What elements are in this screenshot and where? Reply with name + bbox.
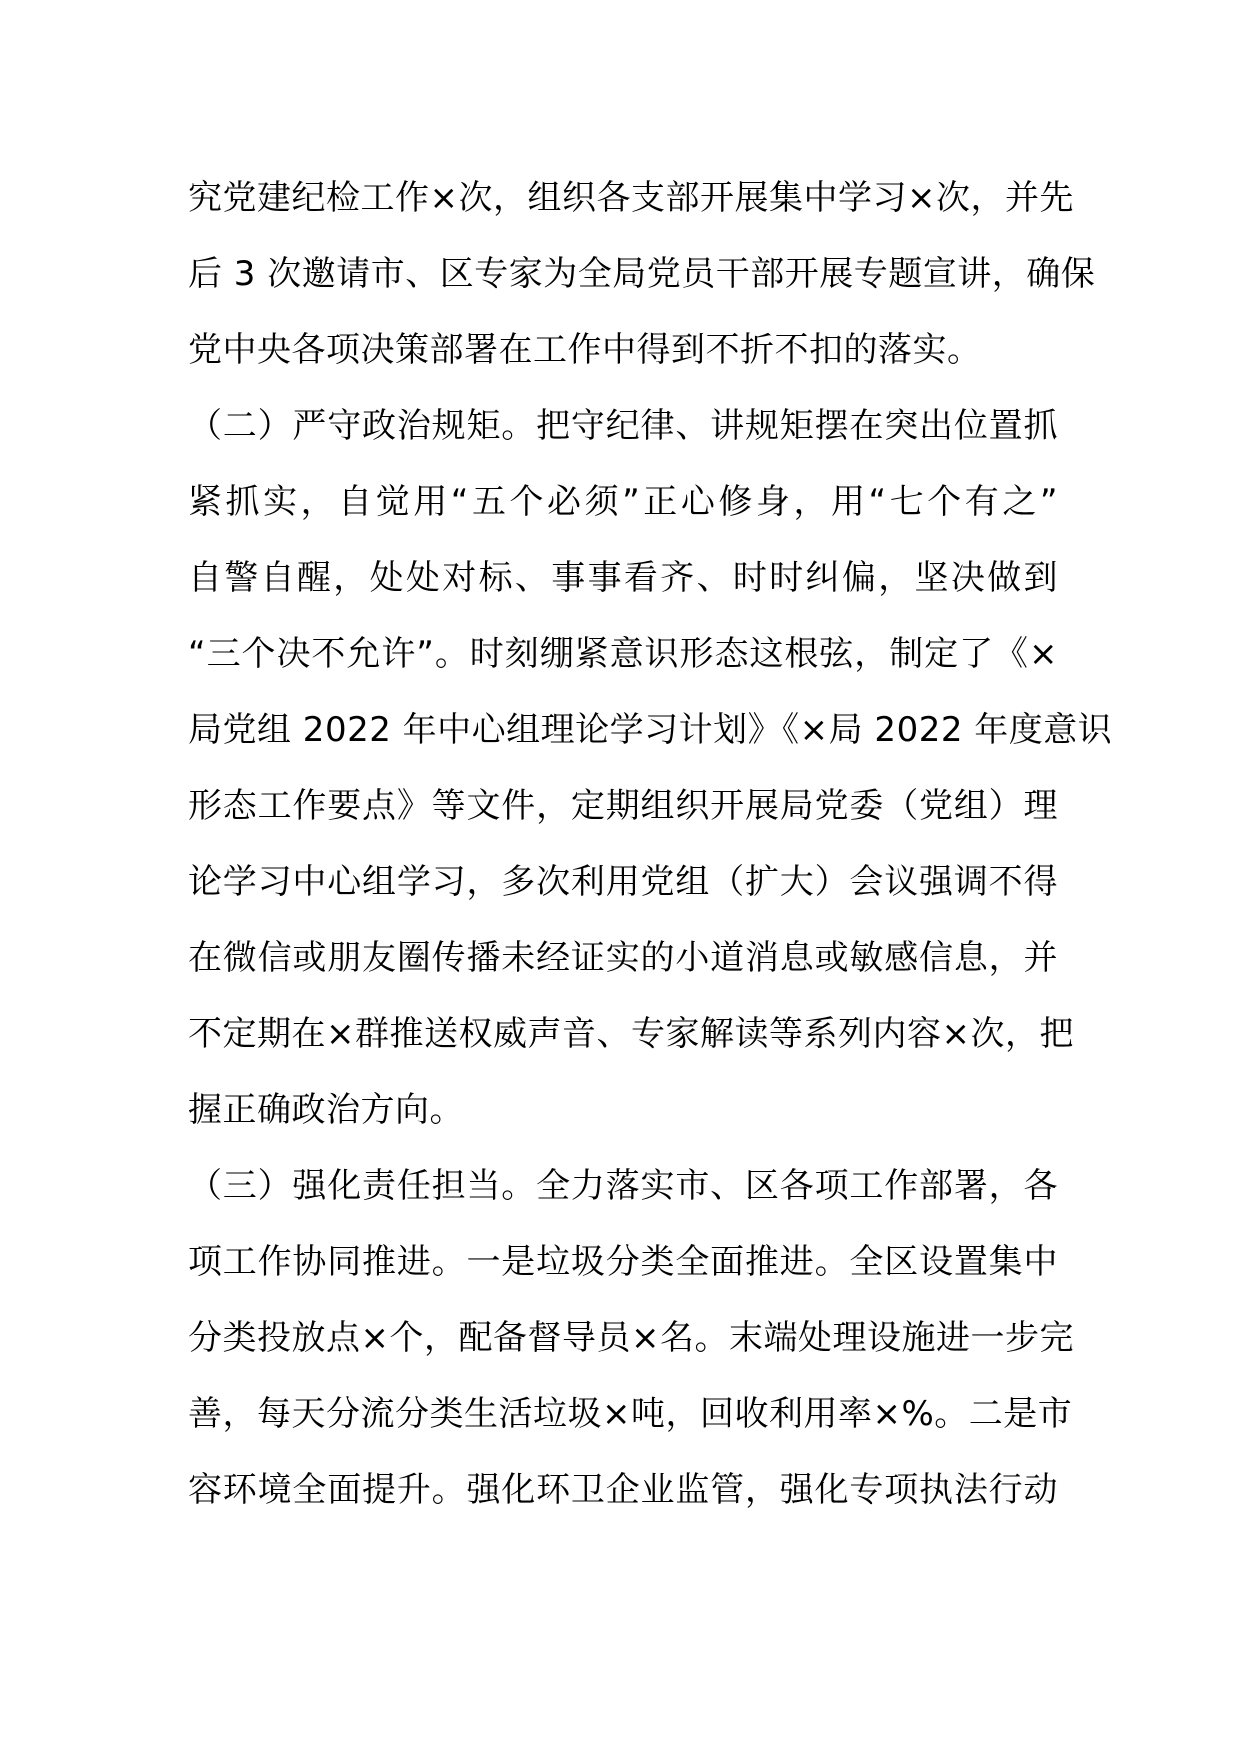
text-line: 不定期在×群推送权威声音、专家解读等系列内容×次，把 — [188, 1014, 1074, 1054]
text-line: 局党组 2022 年中心组理论学习计划》《×局 2022 年度意识 — [188, 710, 1113, 750]
paragraph-2 — [188, 388, 1113, 1148]
document-body — [188, 160, 1113, 1528]
text-line: 项工作协同推进。一是垃圾分类全面推进。全区设置集中 — [188, 1242, 1058, 1282]
text-line: 自警自醒，处处对标、事事看齐、时时纠偏，坚决做到 — [188, 558, 1058, 598]
text-line: 究党建纪检工作×次，组织各支部开展集中学习×次，并先 — [188, 178, 1074, 218]
text-line: 握正确政治方向。 — [188, 1090, 464, 1130]
text-line: 党中央各项决策部署在工作中得到不折不扣的落实。 — [188, 330, 982, 370]
text-line: （二）严守政治规矩。把守纪律、讲规矩摆在突出位置抓 — [188, 406, 1058, 446]
text-line: 形态工作要点》等文件，定期组织开展局党委（党组）理 — [188, 786, 1058, 826]
text-line: （三）强化责任担当。全力落实市、区各项工作部署，各 — [188, 1166, 1058, 1206]
text-line: 后 3 次邀请市、区专家为全局党员干部开展专题宣讲，确保 — [188, 254, 1096, 294]
text-line: 紧抓实，自觉用“五个必须”正心修身，用“七个有之” — [188, 482, 1058, 522]
text-line: 善，每天分流分类生活垃圾×吨，回收利用率×%。二是市 — [188, 1394, 1073, 1434]
text-line: 在微信或朋友圈传播未经证实的小道消息或敏感信息，并 — [188, 938, 1058, 978]
text-line: 容环境全面提升。强化环卫企业监管，强化专项执法行动 — [188, 1470, 1058, 1510]
text-line: “三个决不允许”。时刻绷紧意识形态这根弦，制定了《× — [188, 634, 1058, 674]
paragraph-1 — [188, 160, 1096, 388]
paragraph-3 — [188, 1148, 1074, 1528]
text-line: 分类投放点×个，配备督导员×名。末端处理设施进一步完 — [188, 1318, 1074, 1358]
text-line: 论学习中心组学习，多次利用党组（扩大）会议强调不得 — [188, 862, 1058, 902]
